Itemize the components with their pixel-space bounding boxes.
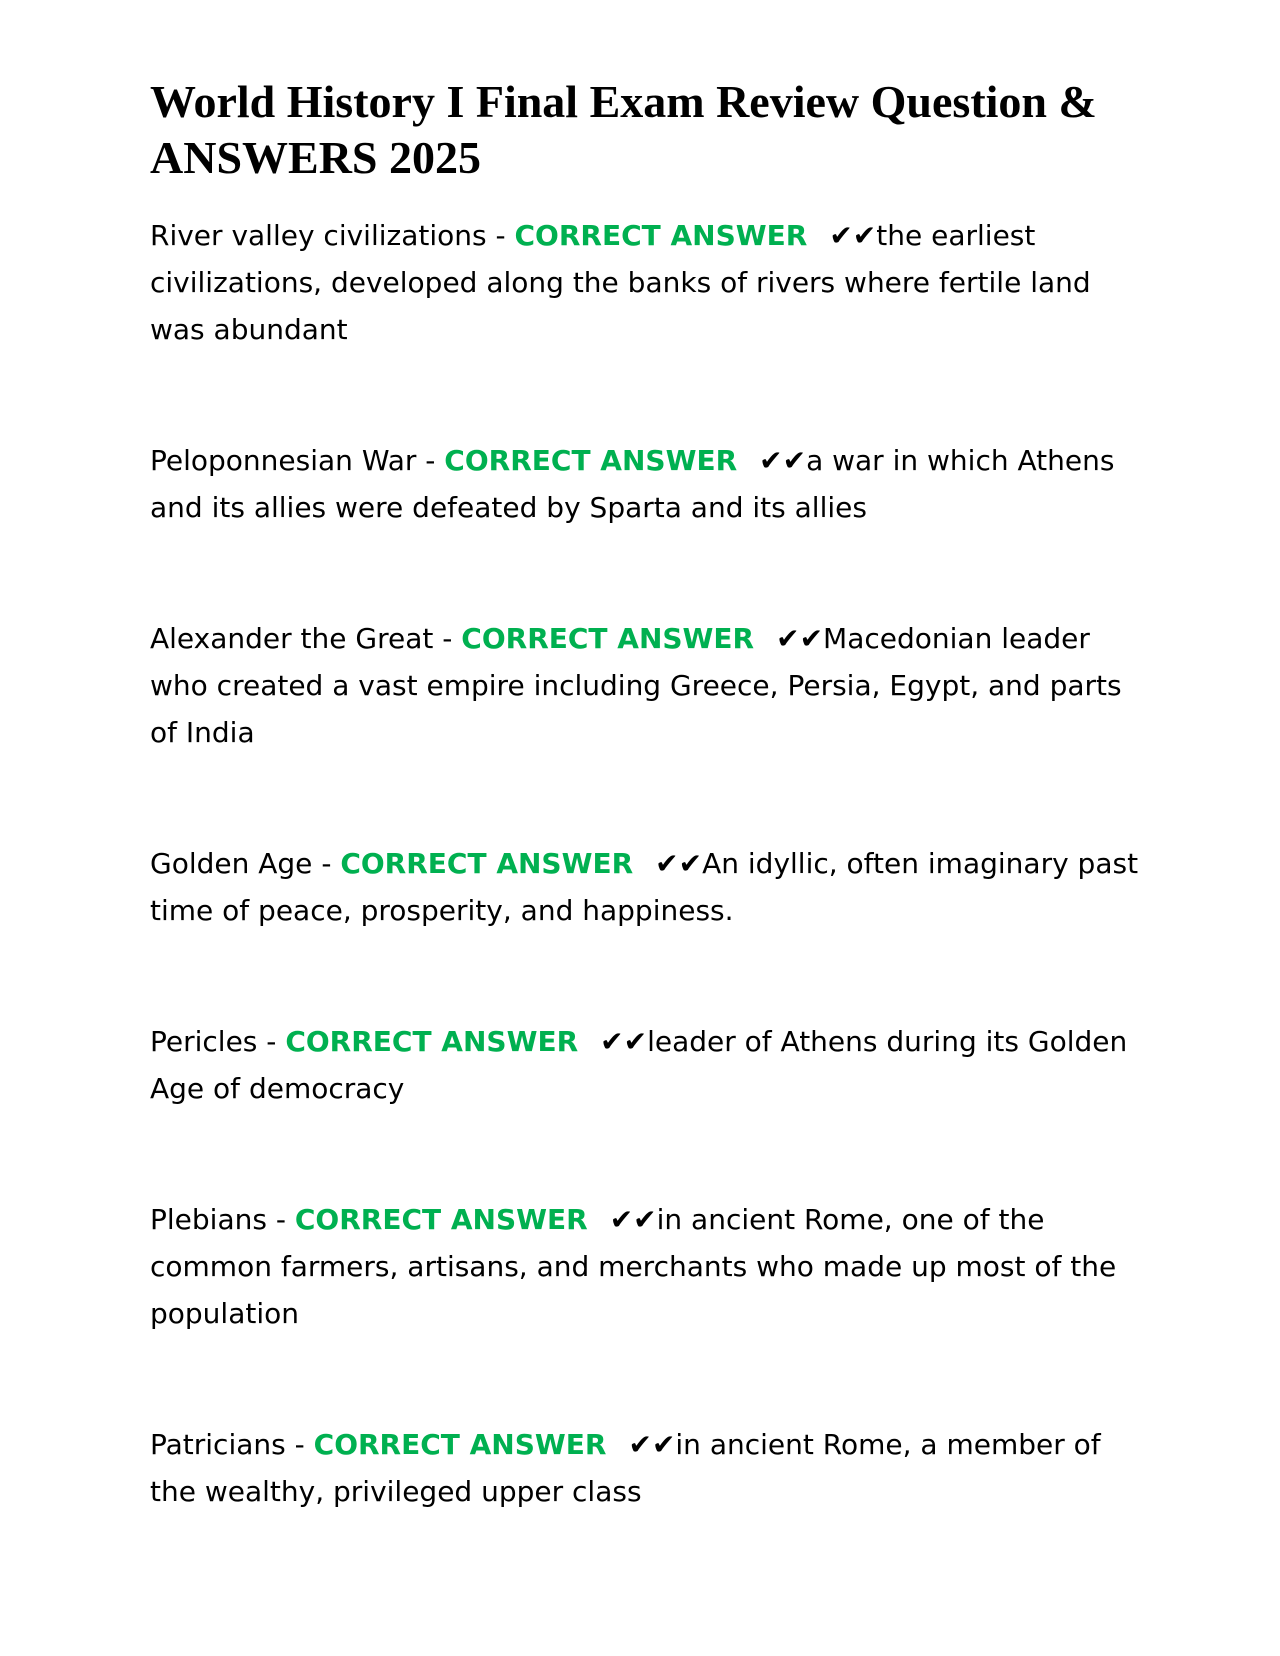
entry-definition: An idyllic, often imaginary past time of peace, prosperity, and happiness. — [150, 847, 1139, 927]
qa-entry — [150, 1018, 1140, 1112]
entry-term: Pericles — [150, 1025, 258, 1058]
correct-answer-marker: CORRECT ANSWER — [285, 1025, 579, 1058]
entry-separator: - — [486, 219, 515, 252]
check-mark-icon: ✔✔ — [600, 1025, 648, 1058]
correct-answer-marker: CORRECT ANSWER — [340, 847, 634, 880]
entry-term: Plebians — [150, 1203, 267, 1236]
entry-term: Golden Age — [150, 847, 313, 880]
document-page — [150, 74, 1140, 1599]
qa-entry — [150, 1196, 1140, 1337]
entry-separator: - — [433, 622, 462, 655]
check-mark-icon: ✔✔ — [776, 622, 824, 655]
entry-separator: - — [312, 847, 341, 880]
check-mark-icon: ✔✔ — [609, 1203, 657, 1236]
document-title: World History I Final Exam Review Question & ANSWERS 2025 — [150, 76, 1097, 183]
correct-answer-marker: CORRECT ANSWER — [313, 1428, 607, 1461]
correct-answer-marker: CORRECT ANSWER — [514, 219, 808, 252]
entry-separator: - — [266, 1203, 295, 1236]
entry-separator: - — [416, 444, 445, 477]
entry-definition: Macedonian leader who created a vast empire including Greece, Persia, Egypt, and parts of India — [150, 622, 1122, 749]
check-mark-icon: ✔✔ — [829, 219, 877, 252]
check-mark-icon: ✔✔ — [628, 1428, 676, 1461]
qa-entry — [150, 437, 1140, 531]
correct-answer-marker: CORRECT ANSWER — [461, 622, 755, 655]
entry-definition: in ancient Rome, one of the common farmers, artisans, and merchants who made up most of the population — [150, 1203, 1117, 1330]
entry-term: Patricians — [150, 1428, 286, 1461]
entry-term: Peloponnesian War — [150, 444, 417, 477]
qa-entry — [150, 1421, 1140, 1515]
qa-entry — [150, 840, 1140, 934]
entry-definition: a war in which Athens and its allies were defeated by Sparta and its allies — [150, 444, 1115, 524]
entry-separator: - — [285, 1428, 314, 1461]
entry-term: River valley civilizations — [150, 219, 487, 252]
check-mark-icon: ✔✔ — [655, 847, 703, 880]
qa-entry — [150, 615, 1140, 756]
entry-separator: - — [257, 1025, 286, 1058]
qa-entry — [150, 212, 1140, 353]
entry-definition: in ancient Rome, a member of the wealthy, privileged upper class — [150, 1428, 1101, 1508]
correct-answer-marker: CORRECT ANSWER — [294, 1203, 588, 1236]
entry-definition: leader of Athens during its Golden Age of democracy — [150, 1025, 1128, 1105]
correct-answer-marker: CORRECT ANSWER — [444, 444, 738, 477]
entry-definition: the earliest civilizations, developed along the banks of rivers where fertile land was abundant — [150, 219, 1091, 346]
check-mark-icon: ✔✔ — [759, 444, 807, 477]
entry-term: Alexander the Great — [150, 622, 434, 655]
